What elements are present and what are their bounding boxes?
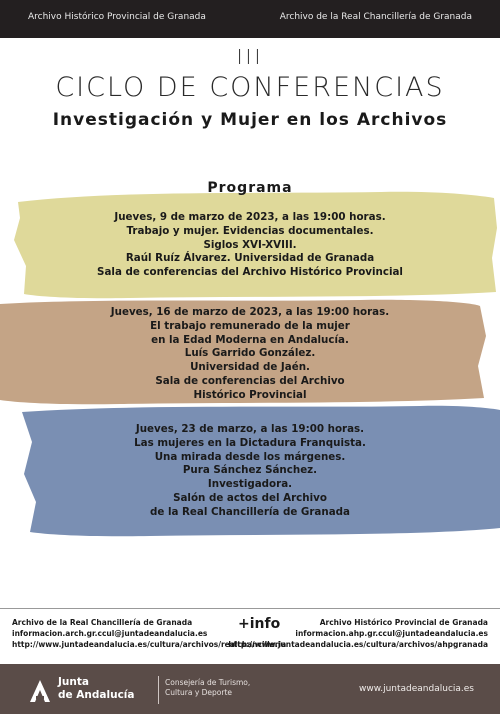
conference-3-line: Las mujeres en la Dictadura Franquista.	[134, 436, 366, 449]
footer-right-email[interactable]: informacion.ahp.gr.ccul@juntadeandalucia.es	[295, 629, 488, 638]
consejeria-line-2: Cultura y Deporte	[165, 688, 233, 697]
consejeria-line-1: Consejería de Turismo,	[165, 678, 251, 687]
page-subtitle: Investigación y Mujer en los Archivos	[52, 110, 448, 130]
conference-3-line: Pura Sánchez Sánchez.	[182, 464, 318, 477]
edition-number: III	[236, 45, 264, 69]
top-bar	[0, 0, 500, 38]
conference-3-line: Salón de actos del Archivo	[173, 491, 327, 504]
conference-3	[0, 423, 500, 520]
conference-1-line: Trabajo y mujer. Evidencias documentales.	[126, 224, 374, 237]
conference-2-line: Sala de conferencias del Archivo	[155, 374, 345, 387]
conference-2	[0, 306, 500, 403]
footer-right-name: Archivo Histórico Provincial de Granada	[319, 618, 488, 627]
conference-1-line: Jueves, 9 de marzo de 2023, a las 19:00 horas.	[114, 211, 386, 223]
conference-2-line: en la Edad Moderna en Andalucía.	[151, 333, 349, 346]
conference-2-line: Universidad de Jaén.	[190, 361, 310, 374]
footer-left-email[interactable]: informacion.arch.gr.ccul@juntadeandalucia.es	[12, 629, 208, 638]
logo-line-1: Junta	[58, 676, 89, 688]
conference-2-line: Jueves, 16 de marzo de 2023, a las 19:00 horas.	[110, 306, 390, 318]
footer-right-contact	[228, 617, 488, 650]
conference-3-line: de la Real Chancillería de Granada	[150, 505, 350, 518]
consejeria-label	[165, 678, 250, 698]
conference-3-line: Una mirada desde los márgenes.	[154, 450, 346, 463]
program-heading: Programa	[207, 180, 293, 196]
footer-right-url[interactable]: http://www.juntadeandalucia.es/cultura/archivos/ahpgranada	[228, 640, 488, 649]
conference-1	[0, 211, 500, 280]
conference-2-line: Histórico Provincial	[193, 388, 307, 401]
top-bar-right-institution: Archivo de la Real Chancillería de Granada	[279, 12, 472, 22]
conference-2-line: Luís Garrido González.	[184, 347, 316, 360]
conference-2-line: El trabajo remunerado de la mujer	[150, 319, 350, 332]
conference-1-line: Raúl Ruíz Álvarez. Universidad de Granada	[125, 252, 375, 265]
conference-1-line: Sala de conferencias del Archivo Histórico Provincial	[97, 266, 403, 279]
more-info-label: +info	[238, 616, 281, 632]
website-link[interactable]: www.juntadeandalucia.es	[358, 684, 474, 694]
junta-logo-text	[58, 676, 134, 702]
page-title: CICLO DE CONFERENCIAS	[55, 72, 445, 103]
logo-line-2: de Andalucía	[58, 689, 135, 701]
conference-3-line: Jueves, 23 de marzo, a las 19:00 horas.	[135, 423, 365, 435]
junta-logo-icon	[28, 678, 52, 708]
footer-left-name: Archivo de la Real Chancillería de Granada	[12, 618, 193, 627]
bottom-bar	[0, 664, 500, 714]
footer-left-url[interactable]: http://www.juntadeandalucia.es/cultura/archivos/realchancilleria	[12, 640, 287, 649]
logo-divider	[158, 676, 159, 704]
conference-3-line: Investigadora.	[207, 478, 293, 491]
top-bar-left-institution: Archivo Histórico Provincial de Granada	[28, 12, 206, 22]
conference-1-line: Siglos XVI-XVIII.	[203, 238, 297, 251]
footer-info	[0, 608, 500, 659]
